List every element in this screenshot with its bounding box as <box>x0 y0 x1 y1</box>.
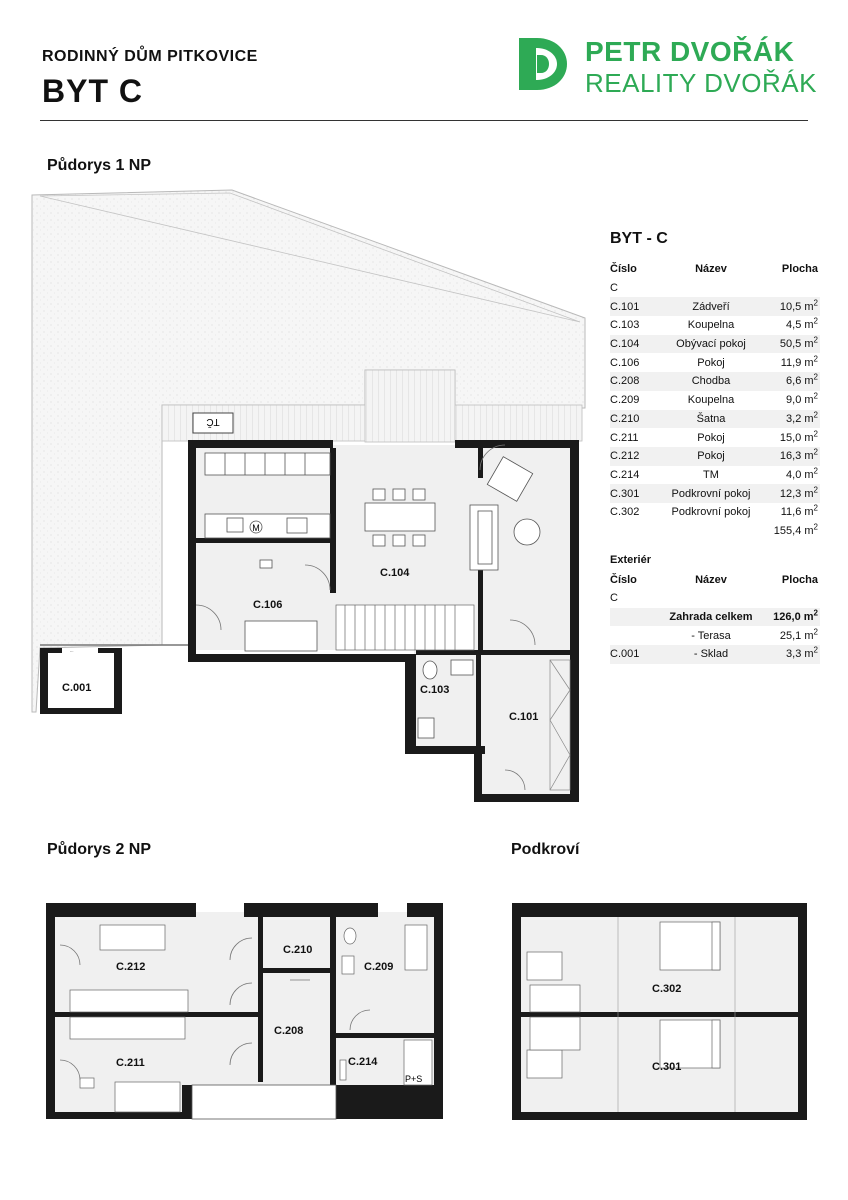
row-name: Zádveří <box>692 300 730 313</box>
table-row <box>610 391 820 410</box>
room-label-c101: C.101 <box>509 711 539 723</box>
row-code: C.106 <box>610 356 640 369</box>
row-name: - Sklad <box>693 648 729 661</box>
exterior-rows <box>610 608 820 664</box>
table-row <box>610 335 820 354</box>
table-row <box>610 297 820 316</box>
row-code: C.302 <box>610 506 640 519</box>
row-name: Koupelna <box>687 394 735 407</box>
row-area: 6,6 $m^2$ <box>786 372 818 388</box>
room-label-c211: C.211 <box>116 1057 145 1069</box>
plan-title-np2: Půdorys 2 NP <box>47 841 152 858</box>
row-area: 50,5 $m^2$ <box>779 335 818 351</box>
table-row <box>610 410 820 429</box>
row-name: Koupelna <box>687 319 735 332</box>
row-code: C.209 <box>610 394 640 407</box>
room-area-table <box>610 230 820 664</box>
unit-title: BYT C <box>42 73 143 109</box>
row-name: Obývací pokoj <box>676 338 746 351</box>
logo-name: PETR DVOŘÁK <box>585 36 795 67</box>
table-row <box>610 626 820 645</box>
project-subtitle: RODINNÝ DŮM PITKOVICE <box>42 48 258 65</box>
row-name: Chodba <box>691 375 731 388</box>
exterior-heading: Exteriér <box>610 554 651 567</box>
row-area: 3,2 $m^2$ <box>786 410 818 425</box>
table-row <box>610 316 820 335</box>
group-row <box>610 279 820 298</box>
table-row <box>610 372 820 391</box>
row-code: C.212 <box>610 450 640 463</box>
boiler-label: P+S <box>405 1074 423 1084</box>
row-name: Pokoj <box>697 356 725 369</box>
row-code: C.210 <box>610 412 640 425</box>
table-row <box>610 447 820 466</box>
plan-title-attic: Podkroví <box>511 841 580 858</box>
room-label-c301: C.301 <box>652 1061 682 1073</box>
table-row <box>610 645 820 664</box>
room-label-c209: C.209 <box>364 961 394 973</box>
total-area: 155,4 $m^2$ <box>773 522 818 537</box>
row-area: 15,0 $m^2$ <box>779 428 818 444</box>
room-label-c103: C.103 <box>420 684 450 696</box>
table-heading: BYT - C <box>610 230 668 247</box>
row-area: 11,9 $m^2$ <box>780 354 818 369</box>
row-name: Podkrovní pokoj <box>671 506 751 519</box>
heat-pump-label: TČ <box>206 416 220 427</box>
room-label-c104: C.104 <box>380 567 410 579</box>
row-area: 3,3 $m^2$ <box>786 645 818 661</box>
table-row <box>610 428 820 447</box>
total-row <box>610 522 820 541</box>
row-area: 25,1 $m^2$ <box>779 627 818 642</box>
row-name: - Terasa <box>691 629 731 642</box>
table-row <box>610 484 820 503</box>
row-area: 126,0 $m^2$ <box>773 608 818 624</box>
logo-agency: REALITY DVOŘÁK <box>585 68 817 98</box>
col-header-area: Plocha <box>781 263 818 276</box>
room-label-c106: C.106 <box>253 599 283 611</box>
col-header-name: Název <box>695 263 727 276</box>
row-area: 12,3 $m^2$ <box>779 484 818 500</box>
table-row <box>610 353 820 372</box>
room-rows <box>610 297 820 521</box>
table-header-row <box>610 260 820 279</box>
room-label-c302: C.302 <box>652 983 682 995</box>
exterior-group-row: C <box>610 592 618 605</box>
col-header-code: Číslo <box>610 263 637 276</box>
room-label-c210: C.210 <box>283 944 313 956</box>
room-label-c212: C.212 <box>116 961 146 973</box>
row-name: TM <box>703 468 719 481</box>
room-label-c001: C.001 <box>62 682 92 694</box>
row-code: C.103 <box>610 319 640 332</box>
row-name: Zahrada celkem <box>669 611 753 624</box>
row-area: 4,0 $m^2$ <box>786 466 818 481</box>
room-label-c208: C.208 <box>274 1025 304 1037</box>
row-area: 11,6 $m^2$ <box>780 503 818 519</box>
row-code: C.001 <box>610 648 640 661</box>
washing-machine-label: M <box>252 523 260 533</box>
row-code: C.104 <box>610 338 640 351</box>
row-code: C.301 <box>610 487 640 500</box>
room-label-c214: C.214 <box>348 1056 378 1068</box>
group-code: C <box>610 282 618 295</box>
plan-title-np1: Půdorys 1 NP <box>47 157 152 174</box>
row-area: 4,5 $m^2$ <box>786 316 818 332</box>
table-row <box>610 466 820 485</box>
exterior-header-row: Číslo Název Plocha <box>610 573 818 586</box>
row-area: 16,3 $m^2$ <box>779 447 818 463</box>
row-code: C.211 <box>610 431 639 444</box>
row-area: 9,0 $m^2$ <box>786 391 818 407</box>
row-code: C.101 <box>610 300 640 313</box>
row-name: Pokoj <box>697 450 725 463</box>
row-name: Podkrovní pokoj <box>671 487 751 500</box>
row-code: C.214 <box>610 468 640 481</box>
row-code: C.208 <box>610 375 640 388</box>
row-name: Šatna <box>696 412 726 425</box>
row-name: Pokoj <box>697 431 725 444</box>
row-area: 10,5 $m^2$ <box>779 298 818 313</box>
table-row <box>610 608 820 627</box>
table-row <box>610 503 820 522</box>
